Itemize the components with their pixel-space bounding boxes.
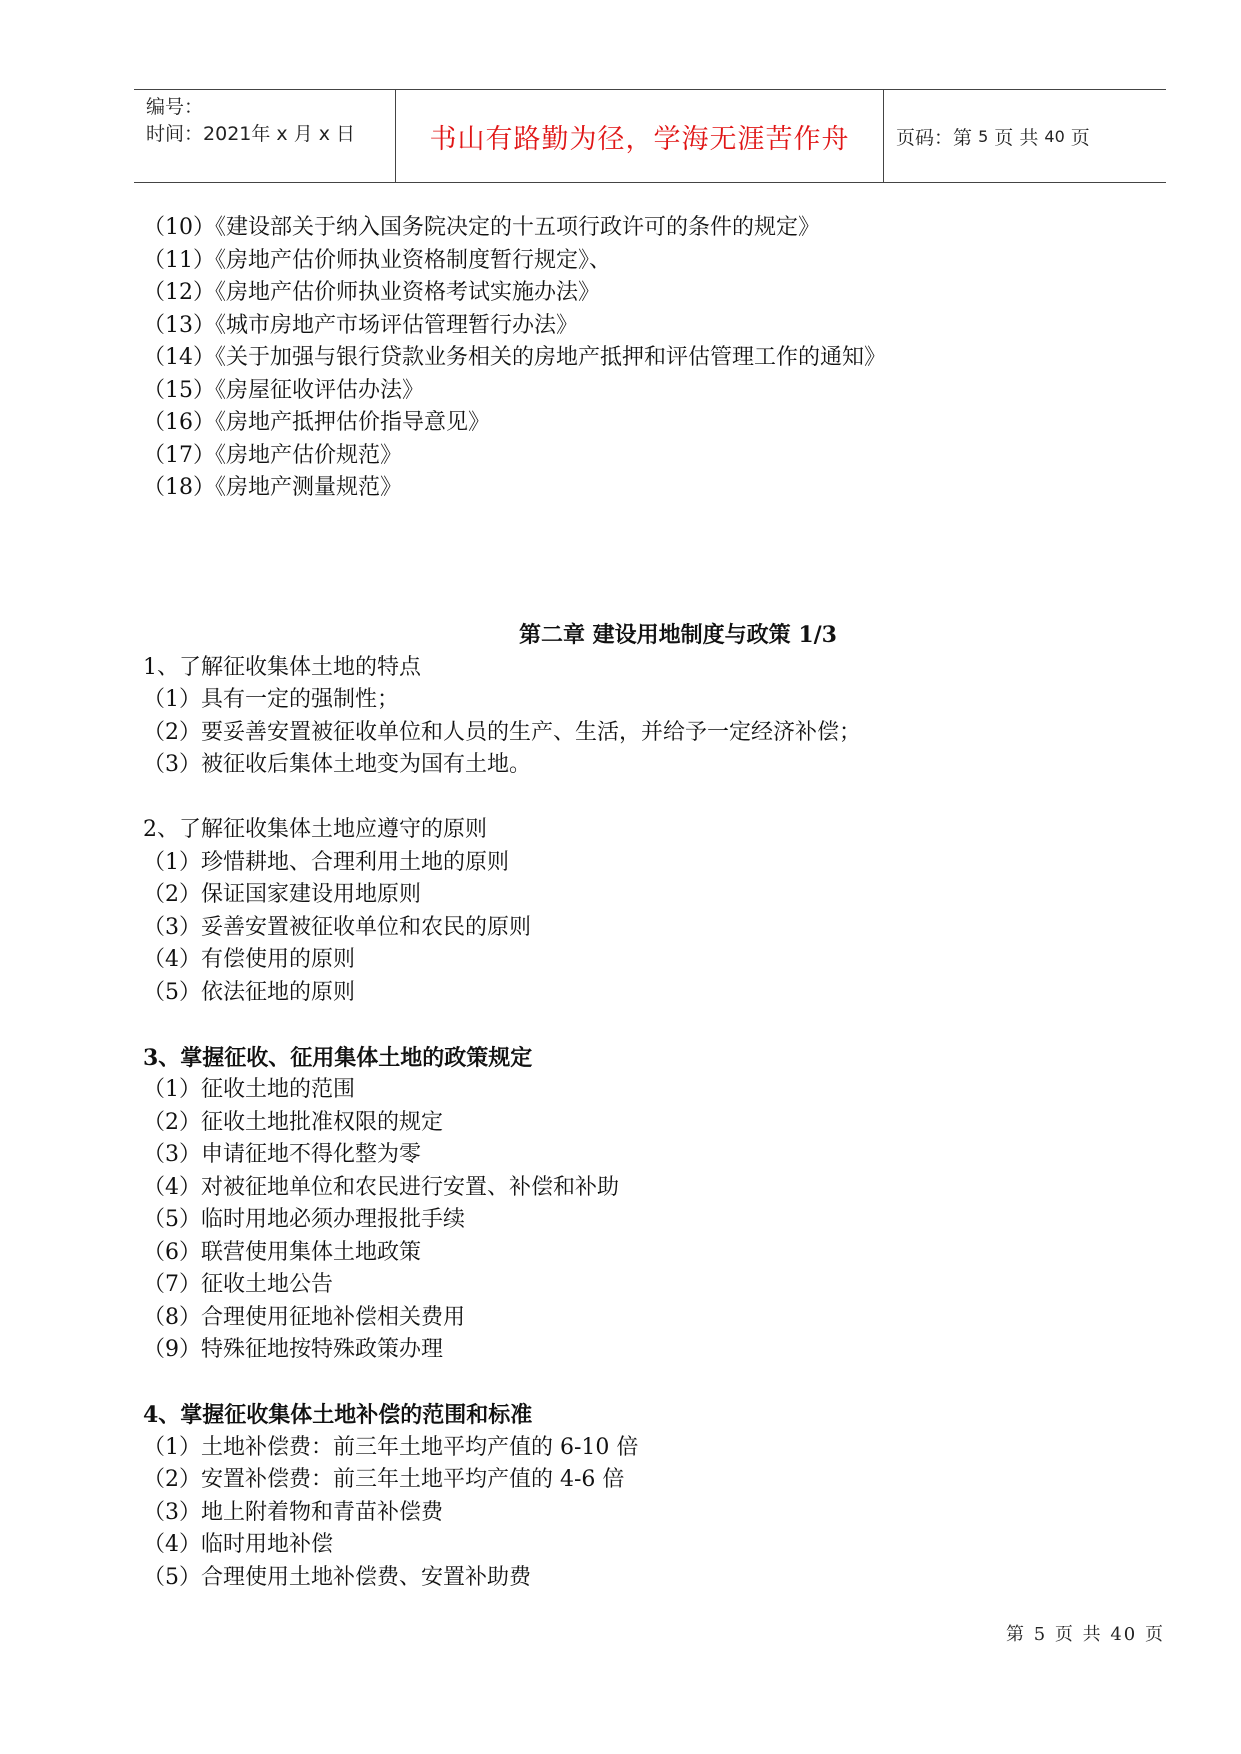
list-item: （4）有偿使用的原则 (143, 947, 355, 972)
regulation-item: （17）《房地产估价规范》 (143, 442, 402, 468)
list-item: （5）依法征地的原则 (143, 979, 355, 1005)
spacer (143, 1009, 1143, 1042)
list-item: （2）保证国家建设用地原则 (143, 882, 421, 907)
spacer (143, 782, 1143, 815)
list-item: （1）珍惜耕地、合理利用土地的原则 (143, 849, 509, 875)
list-item: （2）要妥善安置被征收单位和人员的生产、生活，并给予一定经济补偿； (143, 719, 861, 745)
list-item: （5）临时用地必须办理报批手续 (143, 1207, 465, 1232)
list-item: （3）申请征地不得化整为零 (143, 1142, 421, 1167)
page-header (134, 89, 1166, 183)
list-item: （3）地上附着物和青苗补偿费 (143, 1499, 443, 1525)
section-2 (143, 814, 1143, 1009)
header-meta (134, 90, 396, 182)
document-body (143, 212, 1143, 1594)
section-1 (143, 652, 1143, 782)
regulation-item: （14）《关于加强与银行贷款业务相关的房地产抵押和评估管理工作的通知》 (143, 345, 886, 370)
page-footer: 第 5 页 共 40 页 (1006, 1624, 1165, 1645)
list-item: （1）具有一定的强制性； (143, 687, 399, 712)
header-page-info: 页码：第 5 页 共 40 页 (896, 126, 1090, 149)
spacer (143, 587, 1143, 620)
header-motto: 书山有路勤为径，学海无涯苦作舟 (429, 123, 850, 155)
section-3 (143, 1042, 1143, 1367)
section-title: 2、了解征收集体土地应遵守的原则 (143, 817, 487, 842)
list-item: （1）土地补偿费：前三年土地平均产值的 6-10 倍 (143, 1434, 639, 1460)
list-item: （3）妥善安置被征收单位和农民的原则 (143, 914, 531, 940)
list-item: （1）征收土地的范围 (143, 1077, 355, 1102)
list-item: （2）征收土地批准权限的规定 (143, 1109, 443, 1135)
list-item: （5）合理使用土地补偿费、安置补助费 (143, 1564, 531, 1590)
regulation-item: （10）《建设部关于纳入国务院决定的十五项行政许可的条件的规定》 (143, 215, 820, 240)
regulation-item: （13）《城市房地产市场评估管理暂行办法》 (143, 312, 578, 338)
regulation-item: （12）《房地产估价师执业资格考试实施办法》 (143, 280, 600, 305)
regulation-item: （16）《房地产抵押估价指导意见》 (143, 410, 490, 435)
list-item: （8）合理使用征地补偿相关费用 (143, 1304, 465, 1330)
regulation-item: （15）《房屋征收评估办法》 (143, 377, 424, 403)
list-item: （4）临时用地补偿 (143, 1532, 333, 1557)
list-item: （2）安置补偿费：前三年土地平均产值的 4-6 倍 (143, 1467, 625, 1492)
regulation-list (143, 212, 1143, 505)
regulation-item: （18）《房地产测量规范》 (143, 475, 402, 500)
spacer (143, 1367, 1143, 1400)
header-motto-cell (396, 90, 884, 182)
section-title: 4、掌握征收集体土地补偿的范围和标准 (143, 1402, 533, 1428)
list-item: （9）特殊征地按特殊政策办理 (143, 1337, 443, 1362)
section-title: 3、掌握征收、征用集体土地的政策规定 (143, 1044, 533, 1071)
list-item: （6）联营使用集体土地政策 (143, 1239, 421, 1265)
list-item: （4）对被征地单位和农民进行安置、补偿和补助 (143, 1174, 619, 1200)
regulation-item: （11）《房地产估价师执业资格制度暂行规定》、 (143, 247, 611, 273)
chapter-title: 第二章 建设用地制度与政策 1/3 (519, 622, 837, 648)
number-label: 编号： (146, 96, 204, 118)
list-item: （7）征收土地公告 (143, 1272, 333, 1297)
spacer (143, 505, 1143, 587)
section-title: 1、了解征收集体土地的特点 (143, 654, 421, 680)
section-4 (143, 1399, 1143, 1594)
list-item: （3）被征收后集体土地变为国有土地。 (143, 752, 531, 777)
time-line: 时间：2021年 x 月 x 日 (146, 123, 356, 145)
